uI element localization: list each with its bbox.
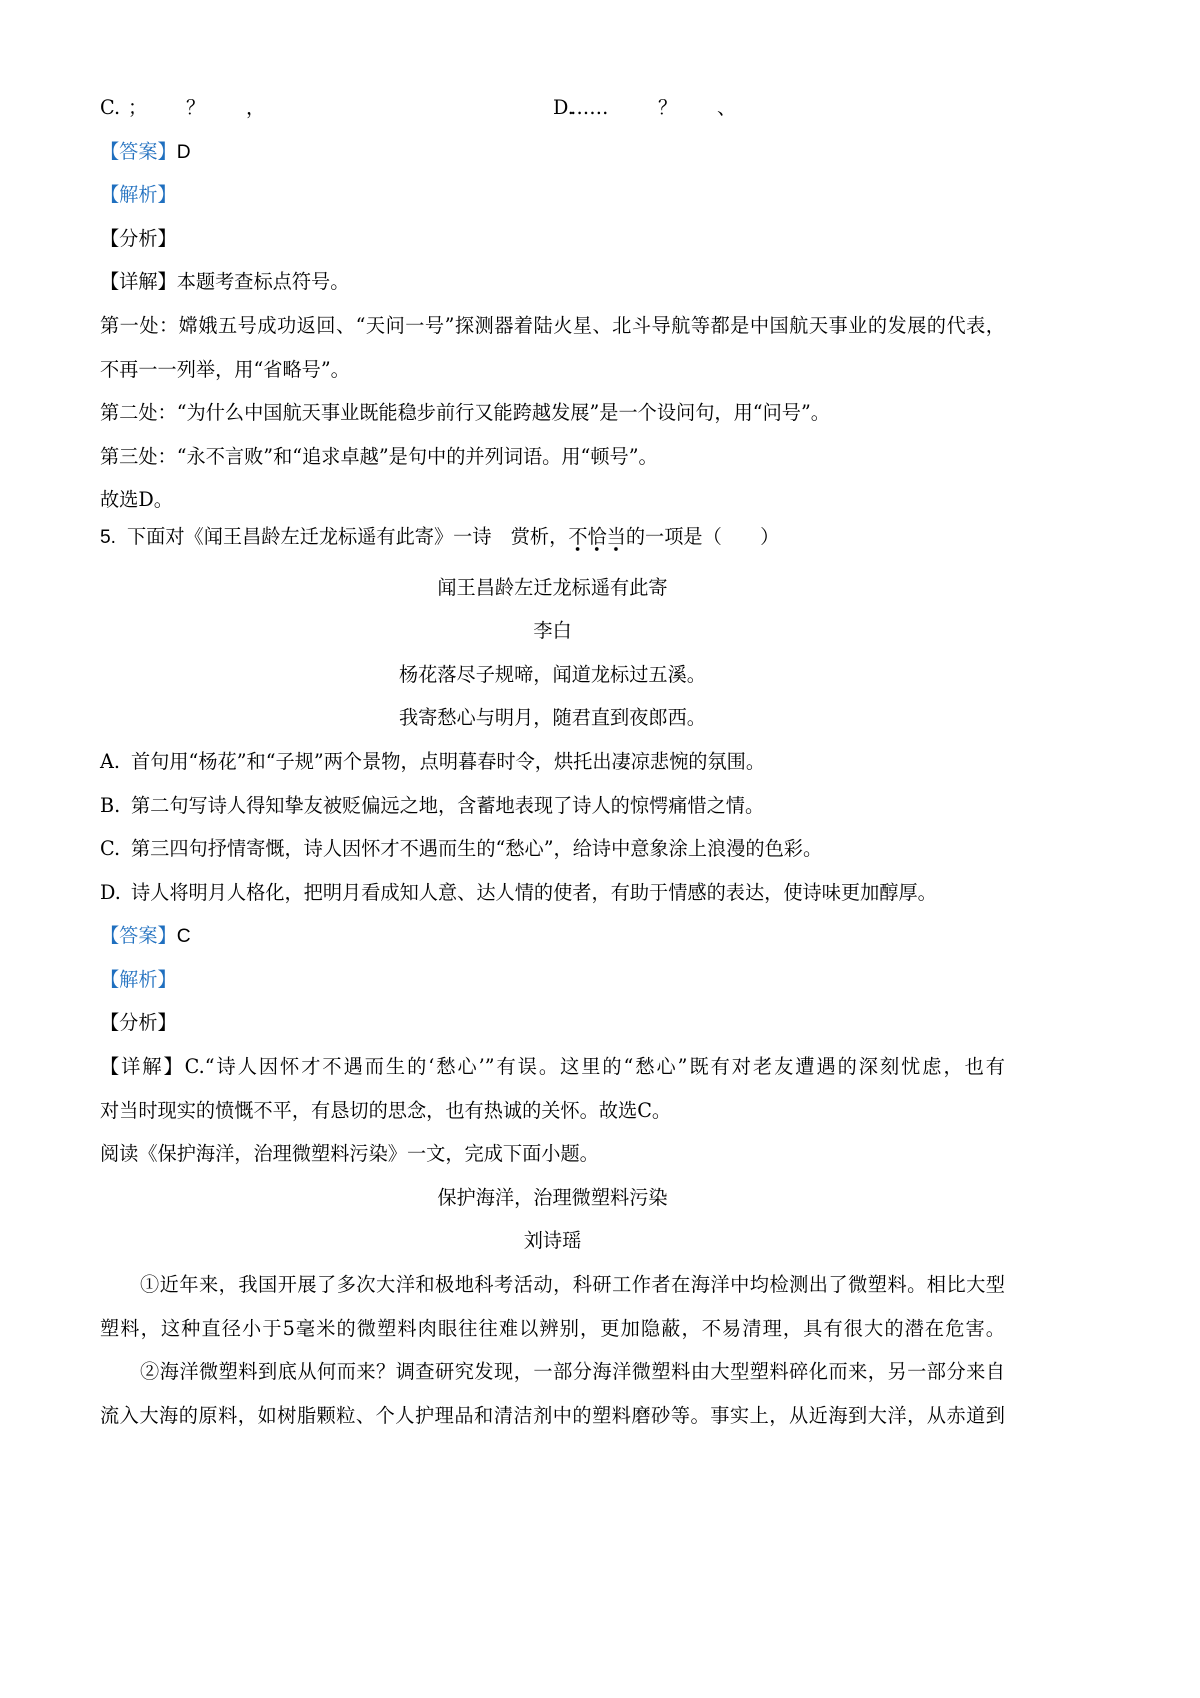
option-label: B. <box>100 793 121 817</box>
document-page <box>100 86 1005 1437</box>
option-d-label: D. <box>553 96 574 119</box>
answer-tag: 【答案】 <box>100 924 177 948</box>
reading-intro: 阅读《保护海洋，治理微塑料污染》一文，完成下面小题。 <box>100 1142 599 1166</box>
option-text: 首句用“杨花”和“子规”两个景物，点明暮春时令，烘托出凄凉悲惋的氛围。 <box>131 749 766 773</box>
q4-detail-line: 第三处：“永不言败”和“追求卓越”是句中的并列词语。用“顿号”。 <box>100 444 658 468</box>
q5-stem-text-end: 的一项是（ ） <box>625 524 780 548</box>
q4-detail-line: 不再一一列举，用“省略号”。 <box>100 357 350 381</box>
jiexi-tag: 【解析】 <box>100 183 177 207</box>
option-d-mark-2: ？ <box>658 96 678 119</box>
answer-value: D <box>176 141 191 163</box>
question-number: 5. <box>100 526 117 548</box>
q4-detail-line: 第一处：嫦娥五号成功返回、“天问一号”探测器着陆火星、北斗导航等都是中国航天事业的发展的代表， <box>100 313 1005 337</box>
option-text: 第三四句抒情寄慨，诗人因怀才不遇而生的“愁心”，给诗中意象涂上浪漫的色彩。 <box>131 837 823 861</box>
q5-stem-text: 下面对《闻王昌龄左迁龙标遥有此寄》一诗 赏析， <box>127 524 569 548</box>
q4-detail-line: 第二处：“为什么中国航天事业既能稳步前行又能跨越发展”是一个设问句，用“问号”。 <box>100 401 830 425</box>
article-title: 保护海洋，治理微塑料污染 <box>437 1185 668 1209</box>
q4-detail-line: 故选D。 <box>100 488 173 512</box>
q4-options-cd <box>100 86 1005 130</box>
poem-line: 我寄愁心与明月，随君直到夜郎西。 <box>399 706 706 730</box>
paragraph-line: 流入大海的原料，如树脂颗粒、个人护理品和清洁剂中的塑料磨砂等。事实上，从近海到大洋，从赤道到 <box>100 1403 1005 1427</box>
q5-detail-line: 【详解】C.“诗人因怀才不遇而生的‘愁心’”有误。这里的“愁心”既有对老友遭遇的深刻忧虑，也有 <box>100 1055 1005 1079</box>
option-c-mark-1: ； <box>128 96 148 119</box>
answer-value: C <box>176 926 191 948</box>
q5-detail-line: 对当时现实的愤慨不平，有恳切的思念，也有热诚的关怀。故选C。 <box>100 1098 672 1122</box>
poem-title: 闻王昌龄左迁龙标遥有此寄 <box>437 575 668 599</box>
q5-option-b <box>100 784 1005 828</box>
q5-answer-line <box>100 914 1005 958</box>
option-c-mark-2: ？ <box>186 96 206 119</box>
fenxi-tag: 【分析】 <box>100 226 177 250</box>
poem-author: 李白 <box>533 619 572 643</box>
option-label: A. <box>100 749 120 773</box>
option-c-mark-3: ， <box>246 96 266 119</box>
option-label: C. <box>100 837 121 861</box>
q5-jiexi-line <box>100 958 1005 1002</box>
q4-detail-line: 【详解】本题考查标点符号。 <box>100 270 350 294</box>
q4-answer-line <box>100 130 1005 174</box>
q4-jiexi-line <box>100 173 1005 217</box>
option-d-mark-3: 、 <box>717 96 737 119</box>
q5-option-c <box>100 827 1005 871</box>
q5-stem <box>100 515 1005 559</box>
option-label: D. <box>100 880 121 904</box>
jiexi-tag: 【解析】 <box>100 967 177 991</box>
article-author: 刘诗瑶 <box>523 1229 582 1253</box>
q5-option-d <box>100 871 1005 915</box>
q5-stem-emphasis: 不恰当 <box>568 525 626 552</box>
poem-line: 杨花落尽子规啼，闻道龙标过五溪。 <box>399 662 706 686</box>
option-d-mark-1: …… <box>570 96 609 119</box>
q5-fenxi-line <box>100 1001 1005 1045</box>
option-text: 诗人将明月人格化，把明月看成知人意、达人情的使者，有助于情感的表达，使诗味更加醇厚。 <box>131 880 937 904</box>
option-c-label: C. <box>100 96 121 119</box>
q4-fenxi-line <box>100 217 1005 261</box>
answer-tag: 【答案】 <box>100 139 177 163</box>
q5-option-a <box>100 740 1005 784</box>
paragraph-line: ②海洋微塑料到底从何而来？调查研究发现，一部分海洋微塑料由大型塑料碎化而来，另一部分来自 <box>140 1360 1005 1384</box>
option-text: 第二句写诗人得知挚友被贬偏远之地，含蓄地表现了诗人的惊愕痛惜之情。 <box>131 793 765 817</box>
fenxi-tag: 【分析】 <box>100 1011 177 1035</box>
paragraph-line: 塑料，这种直径小于5毫米的微塑料肉眼往往难以辨别，更加隐蔽，不易清理，具有很大的潜在危害。 <box>100 1316 1005 1340</box>
paragraph-line: ①近年来，我国开展了多次大洋和极地科考活动，科研工作者在海洋中均检测出了微塑料。相比大型 <box>140 1273 1005 1297</box>
